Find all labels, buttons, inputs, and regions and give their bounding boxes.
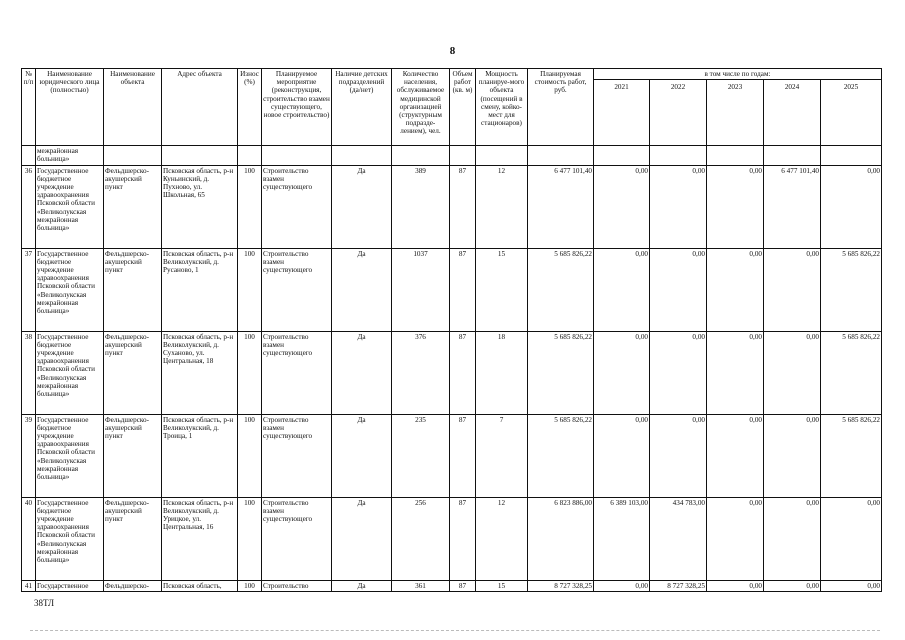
cell-empty	[594, 146, 650, 165]
cell-y2022: 8 727 328,25	[650, 580, 707, 591]
footer-code: 38ТЛ	[34, 598, 55, 608]
cell-y2023: 0,00	[707, 580, 764, 591]
cell-population: 376	[392, 331, 450, 414]
cell-y2022: 0,00	[650, 248, 707, 331]
cell-activity: Строительство взамен существующего	[262, 165, 332, 248]
cell-wear: 100	[238, 414, 262, 497]
cell-capacity: 12	[476, 165, 528, 248]
table-row	[22, 248, 882, 331]
table-row	[22, 165, 882, 248]
cell-y2022: 0,00	[650, 165, 707, 248]
cell-entity: Государственное бюджетное учреждение здравоохранения Псковской области «Великолукская межрайонная больница»	[36, 165, 104, 248]
header-year: 2021	[594, 80, 650, 146]
cell-no: 36	[22, 165, 36, 248]
cell-empty	[650, 146, 707, 165]
cell-population: 1037	[392, 248, 450, 331]
cell-empty	[262, 146, 332, 165]
cell-population: 235	[392, 414, 450, 497]
table-row	[22, 497, 882, 580]
cell-y2023: 0,00	[707, 248, 764, 331]
cell-object-name: Фельдшерско-акушерский пункт	[104, 414, 162, 497]
table-body	[22, 146, 882, 592]
cell-empty	[104, 146, 162, 165]
cell-object-name: Фельдшерско-акушерский пункт	[104, 497, 162, 580]
cell-no: 41	[22, 580, 36, 591]
scan-edge-divider	[30, 630, 880, 631]
page-number: 8	[449, 45, 456, 57]
cell-activity: Строительство	[262, 580, 332, 591]
cell-object-name: Фельдшерско-акушерский пункт	[104, 248, 162, 331]
cell-empty	[707, 146, 764, 165]
cell-activity: Строительство взамен существующего	[262, 331, 332, 414]
cell-volume: 87	[450, 497, 476, 580]
cell-y2022: 0,00	[650, 414, 707, 497]
cell-no: 40	[22, 497, 36, 580]
header-object-name: Наименование объекта	[104, 69, 162, 146]
cell-address: Псковская область,	[162, 580, 238, 591]
cell-y2023: 0,00	[707, 414, 764, 497]
cell-y2025: 5 685 826,22	[821, 331, 882, 414]
cell-y2021: 6 389 103,00	[594, 497, 650, 580]
cell-empty	[528, 146, 594, 165]
cell-no: 37	[22, 248, 36, 331]
cell-population: 389	[392, 165, 450, 248]
table-row	[22, 331, 882, 414]
cell-children: Да	[332, 248, 392, 331]
cell-capacity: 18	[476, 331, 528, 414]
carryover-row	[22, 146, 882, 165]
header-year: 2025	[821, 80, 882, 146]
header-year: 2022	[650, 80, 707, 146]
cell-cost: 8 727 328,25	[528, 580, 594, 591]
cell-entity: межрайонная больница»	[36, 146, 104, 165]
header-population: Количество населения, обслуживаемое медицинской организацией (структурным подразде-лением), чел.	[392, 69, 450, 146]
cell-address: Псковская область, р-н Великолукский, д. Троица, 1	[162, 414, 238, 497]
cell-capacity: 12	[476, 497, 528, 580]
cell-wear: 100	[238, 165, 262, 248]
header-cost: Планируемая стоимость работ, руб.	[528, 69, 594, 146]
cell-y2025: 5 685 826,22	[821, 414, 882, 497]
cell-y2024: 0,00	[764, 248, 821, 331]
header-no: № п/п	[22, 69, 36, 146]
table-row	[22, 580, 882, 591]
cell-activity: Строительство взамен существующего	[262, 248, 332, 331]
cell-y2023: 0,00	[707, 165, 764, 248]
cell-entity: Государственное бюджетное учреждение здравоохранения Псковской области «Великолукская межрайонная больница»	[36, 248, 104, 331]
cell-capacity: 15	[476, 248, 528, 331]
header-volume: Объем работ (кв. м)	[450, 69, 476, 146]
cell-cost: 5 685 826,22	[528, 414, 594, 497]
cell-children: Да	[332, 331, 392, 414]
cell-y2021: 0,00	[594, 331, 650, 414]
cell-object-name: Фельдшерско-акушерский пункт	[104, 331, 162, 414]
cell-y2021: 0,00	[594, 248, 650, 331]
header-entity: Наименование юридического лица (полностью)	[36, 69, 104, 146]
cell-capacity: 15	[476, 580, 528, 591]
cell-volume: 87	[450, 165, 476, 248]
cell-volume: 87	[450, 580, 476, 591]
cell-no: 39	[22, 414, 36, 497]
cell-entity: Государственное бюджетное учреждение здравоохранения Псковской области «Великолукская межрайонная больница»	[36, 414, 104, 497]
cell-address: Псковская область, р-н Великолукский, д. Урицкое, ул. Центральная, 16	[162, 497, 238, 580]
cell-empty	[238, 146, 262, 165]
cell-y2021: 0,00	[594, 414, 650, 497]
cell-volume: 87	[450, 414, 476, 497]
cell-population: 256	[392, 497, 450, 580]
header-wear: Износ (%)	[238, 69, 262, 146]
cell-activity: Строительство взамен существующего	[262, 414, 332, 497]
cell-y2025: 0,00	[821, 497, 882, 580]
cell-y2024: 0,00	[764, 414, 821, 497]
cell-children: Да	[332, 165, 392, 248]
header-capacity: Мощность планируе-мого объекта (посещений в смену, койко-мест для стационаров)	[476, 69, 528, 146]
cell-cost: 5 685 826,22	[528, 248, 594, 331]
cell-activity: Строительство взамен существующего	[262, 497, 332, 580]
cell-address: Псковская область, р-н Великолукский, д. Русаново, 1	[162, 248, 238, 331]
investment-table	[21, 68, 882, 592]
cell-empty	[392, 146, 450, 165]
table-row	[22, 414, 882, 497]
cell-entity: Государственное бюджетное учреждение здравоохранения Псковской области «Великолукская межрайонная больница»	[36, 497, 104, 580]
cell-empty	[821, 146, 882, 165]
cell-no	[22, 146, 36, 165]
cell-volume: 87	[450, 248, 476, 331]
cell-y2021: 0,00	[594, 580, 650, 591]
cell-cost: 6 477 101,40	[528, 165, 594, 248]
cell-cost: 6 823 886,00	[528, 497, 594, 580]
cell-empty	[476, 146, 528, 165]
header-year: 2023	[707, 80, 764, 146]
cell-children: Да	[332, 580, 392, 591]
cell-y2025: 0,00	[821, 165, 882, 248]
cell-y2024: 0,00	[764, 497, 821, 580]
cell-empty	[162, 146, 238, 165]
cell-y2021: 0,00	[594, 165, 650, 248]
cell-no: 38	[22, 331, 36, 414]
cell-wear: 100	[238, 331, 262, 414]
cell-wear: 100	[238, 497, 262, 580]
cell-empty	[764, 146, 821, 165]
cell-population: 361	[392, 580, 450, 591]
cell-entity: Государственное	[36, 580, 104, 591]
cell-object-name: Фельдшерско-акушерский пункт	[104, 165, 162, 248]
cell-y2024: 0,00	[764, 331, 821, 414]
cell-address: Псковская область, р-н Великолукский, д. Суханово, ул. Центральная, 18	[162, 331, 238, 414]
cell-empty	[332, 146, 392, 165]
cell-y2023: 0,00	[707, 331, 764, 414]
cell-y2025: 0,00	[821, 580, 882, 591]
cell-y2023: 0,00	[707, 497, 764, 580]
cell-entity: Государственное бюджетное учреждение здравоохранения Псковской области «Великолукская межрайонная больница»	[36, 331, 104, 414]
cell-volume: 87	[450, 331, 476, 414]
cell-y2024: 0,00	[764, 580, 821, 591]
header-address: Адрес объекта	[162, 69, 238, 146]
cell-y2024: 6 477 101,40	[764, 165, 821, 248]
cell-cost: 5 685 826,22	[528, 331, 594, 414]
cell-children: Да	[332, 497, 392, 580]
cell-wear: 100	[238, 580, 262, 591]
cell-capacity: 7	[476, 414, 528, 497]
header-year: 2024	[764, 80, 821, 146]
cell-y2022: 0,00	[650, 331, 707, 414]
cell-y2022: 434 783,00	[650, 497, 707, 580]
cell-empty	[450, 146, 476, 165]
header-activity: Планируемое мероприятие (реконструкция, строительство взамен существующего, новое строительство)	[262, 69, 332, 146]
header-by-year: в том числе по годам:	[594, 69, 882, 80]
cell-wear: 100	[238, 248, 262, 331]
cell-object-name: Фельдшерско-	[104, 580, 162, 591]
cell-y2025: 5 685 826,22	[821, 248, 882, 331]
cell-address: Псковская область, р-н Куньинский, д. Пухново, ул. Школьная, 65	[162, 165, 238, 248]
cell-children: Да	[332, 414, 392, 497]
header-children: Наличие детских подразделений (да/нет)	[332, 69, 392, 146]
header-row	[22, 69, 882, 80]
